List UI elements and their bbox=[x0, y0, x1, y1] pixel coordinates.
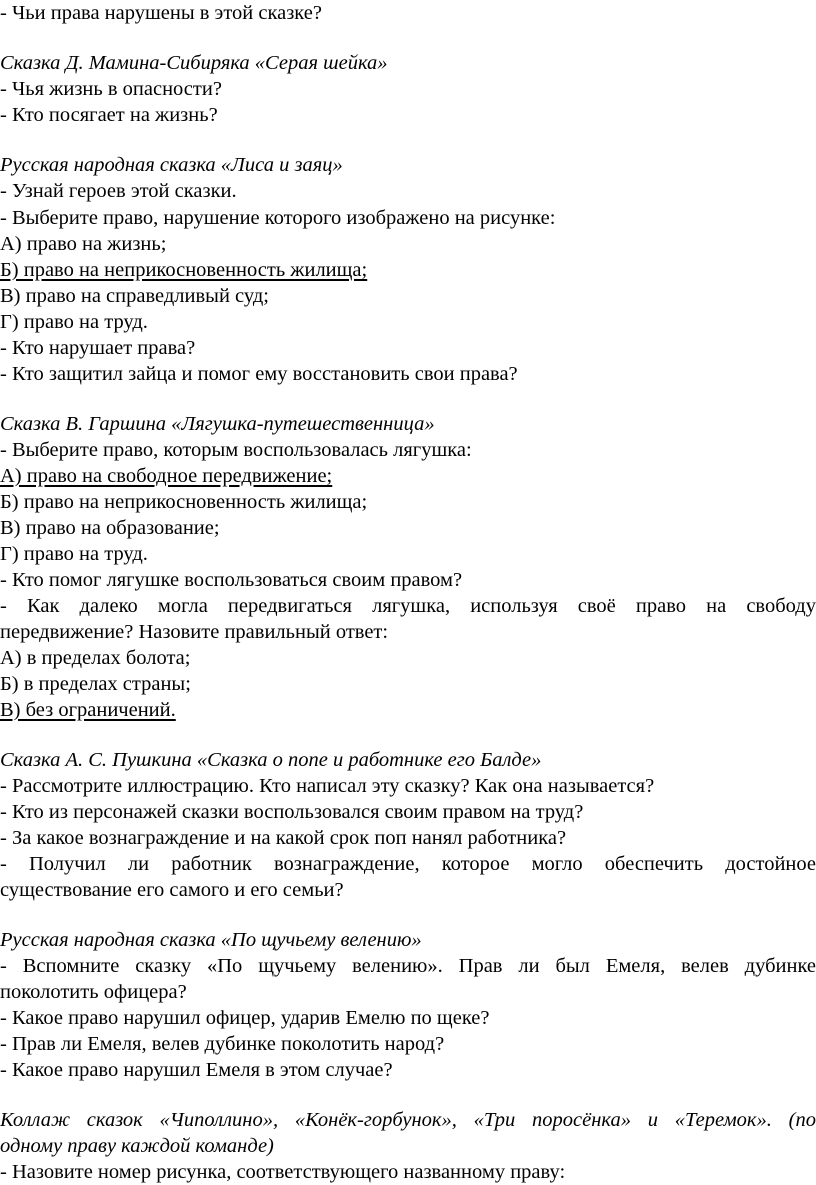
answer-option-correct bbox=[0, 257, 816, 283]
question-line: - Кто помог лягушке воспользоваться своим правом? bbox=[0, 569, 463, 591]
question-line: - Узнай героев этой сказки. bbox=[0, 180, 237, 202]
question-line: - Кто из персонажей сказки воспользовался своим правом на труд? bbox=[0, 801, 584, 823]
question-line: существование его самого и его семьи? bbox=[0, 879, 344, 901]
question-line: - Вспомните сказку «По щучьему велению». Прав ли был Емеля, велев дубинке bbox=[0, 955, 816, 977]
underlined-answer: А) право на свободное передвижение; bbox=[0, 465, 333, 487]
question-line: - Кто защитил зайца и помог ему восстановить свои права? bbox=[0, 363, 518, 385]
answer-option: В) право на справедливый суд; bbox=[0, 285, 269, 307]
answer-option: А) право на жизнь; bbox=[0, 233, 167, 255]
question-line: - Прав ли Емеля, велев дубинке поколотить народ? bbox=[0, 1033, 445, 1055]
section-heading-collage: Коллаж сказок «Чиполлино», «Конёк-горбунок», «Три поросёнка» и «Теремок». (по bbox=[0, 1109, 816, 1131]
question-line: - За какое вознаграждение и на какой срок поп нанял работника? bbox=[0, 827, 567, 849]
question-line: - Кто нарушает права? bbox=[0, 337, 196, 359]
question-line: поколотить офицера? bbox=[0, 981, 187, 1003]
underlined-answer: Б) право на неприкосновенность жилища; bbox=[0, 259, 368, 281]
question-line: - Кто посягает на жизнь? bbox=[0, 104, 218, 126]
section-heading-balda: Сказка А. С. Пушкина «Сказка о попе и работнике его Балде» bbox=[0, 749, 542, 771]
answer-option: Б) право на неприкосновенность жилища; bbox=[0, 491, 368, 513]
section-heading-pike: Русская народная сказка «По щучьему велению» bbox=[0, 929, 422, 951]
section-heading-collage-cont: одному праву каждой команде) bbox=[0, 1135, 274, 1157]
question-line: - Выберите право, нарушение которого изображено на рисунке: bbox=[0, 207, 556, 229]
question-line: - Чья жизнь в опасности? bbox=[0, 78, 222, 100]
answer-option: В) право на образование; bbox=[0, 517, 220, 539]
question-line: - Назовите номер рисунка, соответствующего названному праву: bbox=[0, 1161, 566, 1183]
section-heading-traveling-frog: Сказка В. Гаршина «Лягушка-путешественница» bbox=[0, 413, 435, 435]
section-heading-grey-neck: Сказка Д. Мамина-Сибиряка «Серая шейка» bbox=[0, 52, 388, 74]
answer-option: Г) право на труд. bbox=[0, 311, 148, 333]
answer-option: А) в пределах болота; bbox=[0, 647, 191, 669]
question-line: - Как далеко могла передвигаться лягушка, используя своё право на свободу bbox=[0, 595, 816, 617]
question-line: - Какое право нарушил офицер, ударив Емелю по щеке? bbox=[0, 1007, 490, 1029]
question-line: - Выберите право, которым воспользовалась лягушка: bbox=[0, 439, 472, 461]
question-line: - Получил ли работник вознаграждение, которое могло обеспечить достойное bbox=[0, 853, 816, 875]
answer-option: Г) право на труд. bbox=[0, 543, 148, 565]
question-line: - Чьи права нарушены в этой сказке? bbox=[0, 2, 322, 24]
answer-option-correct bbox=[0, 697, 816, 723]
section-heading-fox-and-hare: Русская народная сказка «Лиса и заяц» bbox=[0, 154, 343, 176]
answer-option: Б) в пределах страны; bbox=[0, 673, 191, 695]
answer-option-correct bbox=[0, 463, 816, 489]
question-line: - Рассмотрите иллюстрацию. Кто написал эту сказку? Как она называется? bbox=[0, 775, 655, 797]
underlined-answer: В) без ограничений. bbox=[0, 699, 176, 721]
question-line: передвижение? Назовите правильный ответ: bbox=[0, 621, 389, 643]
question-line: - Какое право нарушил Емеля в этом случае? bbox=[0, 1059, 393, 1081]
